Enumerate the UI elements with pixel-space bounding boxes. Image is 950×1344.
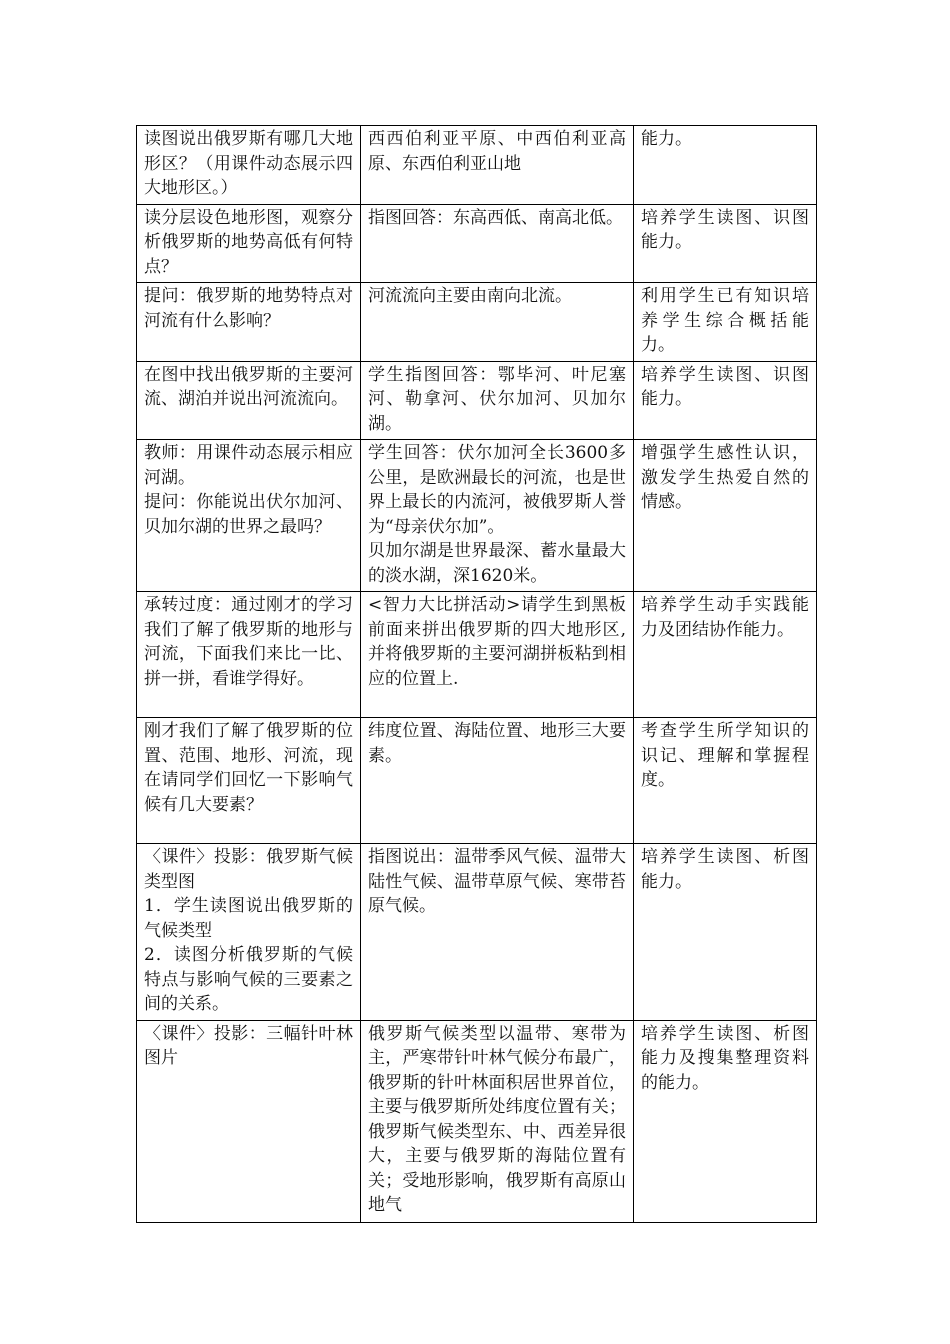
design-intent-cell <box>634 361 817 440</box>
cell-text: 利用学生已有知识培养学生综合概括能力。 <box>641 286 809 355</box>
teacher-activity-cell <box>137 718 361 844</box>
student-activity-cell <box>361 283 634 362</box>
table-row <box>137 718 817 844</box>
cell-text: 培养学生读图、析图能力及搜集整理资料的能力。 <box>641 1023 809 1093</box>
cell-text: 提问：你能说出伏尔加河、贝加尔湖的世界之最吗？ <box>144 492 353 537</box>
student-activity-cell <box>361 844 634 1021</box>
cell-text: 西西伯利亚平原、中西伯利亚高原、东西伯利亚山地 <box>368 129 626 174</box>
cell-text: 指图回答：东高西低、南高北低。 <box>368 207 623 228</box>
cell-text: 学生指图回答：鄂毕河、叶尼塞河、勒拿河、伏尔加河、贝加尔湖。 <box>368 364 626 434</box>
cell-text: 培养学生读图、析图能力。 <box>641 847 809 892</box>
student-activity-cell <box>361 126 634 205</box>
cell-text: 贝加尔湖是世界最深、蓄水量最大的淡水湖，深1620米。 <box>368 541 626 586</box>
table-row <box>137 283 817 362</box>
student-activity-cell <box>361 592 634 718</box>
cell-text: 培养学生动手实践能力及团结协作能力。 <box>641 595 809 640</box>
cell-text: 〈课件〉投影：三幅针叶林图片 <box>144 1023 353 1068</box>
student-activity-cell <box>361 361 634 440</box>
student-activity-cell <box>361 1020 634 1222</box>
cell-text: 指图说出：温带季风气候、温带大陆性气候、温带草原气候、寒带苔原气候。 <box>368 847 626 916</box>
design-intent-cell <box>634 283 817 362</box>
table-row <box>137 440 817 592</box>
student-activity-cell <box>361 718 634 844</box>
cell-text: 读分层设色地形图，观察分析俄罗斯的地势高低有何特点？ <box>144 207 353 277</box>
table-row <box>137 592 817 718</box>
cell-text: 增强学生感性认识，激发学生热爱自然的情感。 <box>641 443 809 512</box>
lesson-table-body <box>137 126 817 1223</box>
design-intent-cell <box>634 204 817 283</box>
cell-text: 刚才我们了解了俄罗斯的位置、范围、地形、河流，现在请同学们回忆一下影响气候有几大要素？ <box>144 721 353 815</box>
table-row <box>137 361 817 440</box>
table-row <box>137 1020 817 1222</box>
design-intent-cell <box>634 440 817 592</box>
cell-text: 学生回答：伏尔加河全长3600多公里，是欧洲最长的河流，也是世界上最长的内流河，被俄罗斯人誉为“母亲伏尔加”。 <box>368 443 626 537</box>
teacher-activity-cell <box>137 592 361 718</box>
teacher-activity-cell <box>137 844 361 1021</box>
teacher-activity-cell <box>137 361 361 440</box>
lesson-plan-table <box>136 125 817 1223</box>
teacher-activity-cell <box>137 440 361 592</box>
cell-text: 在图中找出俄罗斯的主要河流、湖泊并说出河流流向。 <box>144 364 353 409</box>
teacher-activity-cell <box>137 283 361 362</box>
table-row <box>137 844 817 1021</box>
table-row <box>137 204 817 283</box>
cell-text: 读图说出俄罗斯有哪几大地形区？（用课件动态展示四大地形区。） <box>144 129 353 198</box>
cell-text: 培养学生读图、识图能力。 <box>641 207 809 252</box>
cell-text: 教师：用课件动态展示相应河湖。 <box>144 443 353 488</box>
design-intent-cell <box>634 718 817 844</box>
cell-text: 1．学生读图说出俄罗斯的气候类型 <box>144 896 353 941</box>
teacher-activity-cell <box>137 1020 361 1222</box>
cell-text: 2．读图分析俄罗斯的气候特点与影响气候的三要素之间的关系。 <box>144 945 353 1014</box>
teacher-activity-cell <box>137 204 361 283</box>
cell-text: 承转过度：通过刚才的学习我们了解了俄罗斯的地形与河流，下面我们来比一比、拼一拼，看谁学得好。 <box>144 595 353 689</box>
cell-text: 〈课件〉投影：俄罗斯气候类型图 <box>144 847 353 892</box>
teacher-activity-cell <box>137 126 361 205</box>
cell-text: 提问：俄罗斯的地势特点对河流有什么影响？ <box>144 286 353 331</box>
design-intent-cell <box>634 844 817 1021</box>
cell-text: 纬度位置、海陆位置、地形三大要素。 <box>368 721 626 766</box>
design-intent-cell <box>634 592 817 718</box>
cell-text: 俄罗斯气候类型以温带、寒带为主，严寒带针叶林气候分布最广，俄罗斯的针叶林面积居世界首位，主要与俄罗斯所处纬度位置有关；俄罗斯气候类型东、中、西差异很大，主要与俄罗斯的海陆位置有关；受地形影响，俄罗斯有高原山地气 <box>368 1023 626 1215</box>
cell-text: 考查学生所学知识的识记、理解和掌握程度。 <box>641 721 809 790</box>
cell-text: <智力大比拼活动>请学生到黑板前面来拼出俄罗斯的四大地形区,并将俄罗斯的主要河湖拼板粘到相应的位置上. <box>368 595 626 689</box>
student-activity-cell <box>361 204 634 283</box>
design-intent-cell <box>634 126 817 205</box>
table-row <box>137 126 817 205</box>
student-activity-cell <box>361 440 634 592</box>
cell-text: 能力。 <box>641 129 692 149</box>
cell-text: 培养学生读图、识图能力。 <box>641 364 809 409</box>
cell-text: 河流流向主要由南向北流。 <box>368 286 572 306</box>
design-intent-cell <box>634 1020 817 1222</box>
